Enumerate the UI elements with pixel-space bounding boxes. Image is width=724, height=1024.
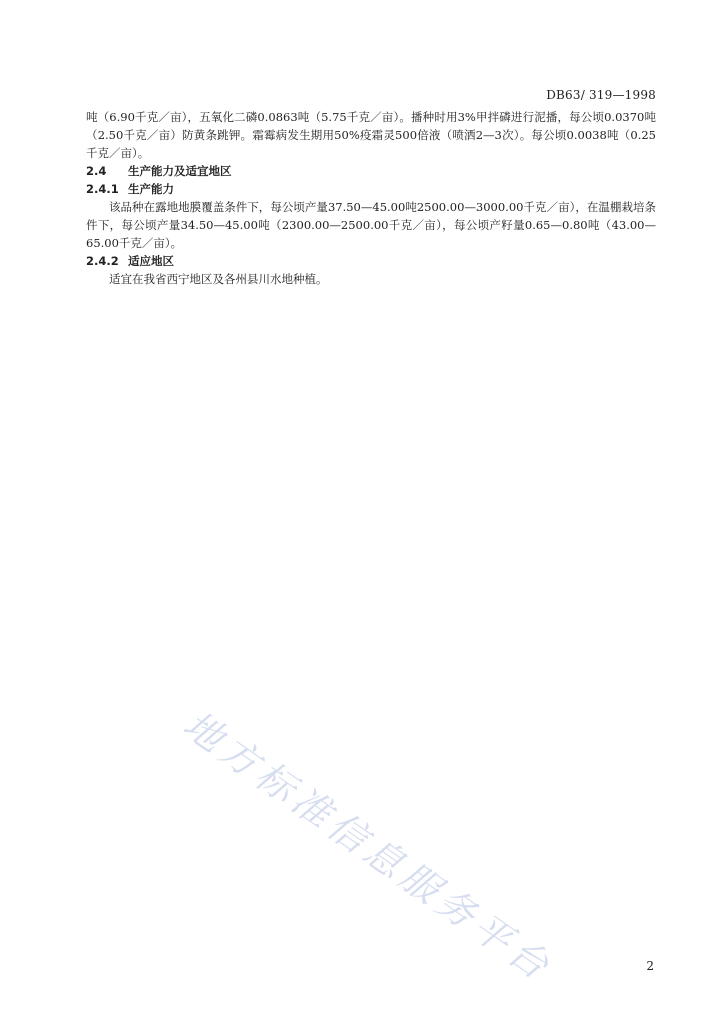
watermark: 地方标准信息服务平台 [175, 702, 562, 991]
section-title: 生产能力 [128, 182, 174, 196]
section-heading-2-4-1 [86, 180, 656, 198]
section-title: 适应地区 [128, 254, 174, 268]
paragraph-suitable-area: 适宜在我省西宁地区及各州县川水地种植。 [109, 272, 328, 286]
section-heading-2-4 [86, 162, 656, 180]
section-heading-2-4-2 [86, 252, 656, 270]
section-number: 2.4.2 [86, 254, 119, 268]
paragraph-production-capacity: 该品种在露地地膜覆盖条件下，每公顷产量37.50—45.00吨2500.00—3000.00千克／亩），在温棚栽培条件下，每公顷产量34.50—45.00吨（2300.00—2500.00千克／亩），每公顷产籽量0.65—0.80吨（43.00—65.00千克／亩）。 [86, 200, 656, 250]
section-number: 2.4 [86, 164, 107, 178]
document-body [86, 108, 656, 288]
page-number: 2 [646, 959, 654, 973]
section-title: 生产能力及适宜地区 [128, 164, 232, 178]
document-code: DB63/ 319—1998 [546, 88, 656, 102]
section-number: 2.4.1 [86, 182, 119, 196]
paragraph-fertilizer: 吨（6.90千克／亩），五氧化二磷0.0863吨（5.75千克／亩）。播种时用3%甲拌磷进行泥播，每公顷0.0370吨（2.50千克／亩）防黄条跳钾。霜霉病发生期用50%疫霜灵500倍液（喷洒2—3次）。每公顷0.0038吨（0.25千克／亩）。 [86, 110, 656, 160]
